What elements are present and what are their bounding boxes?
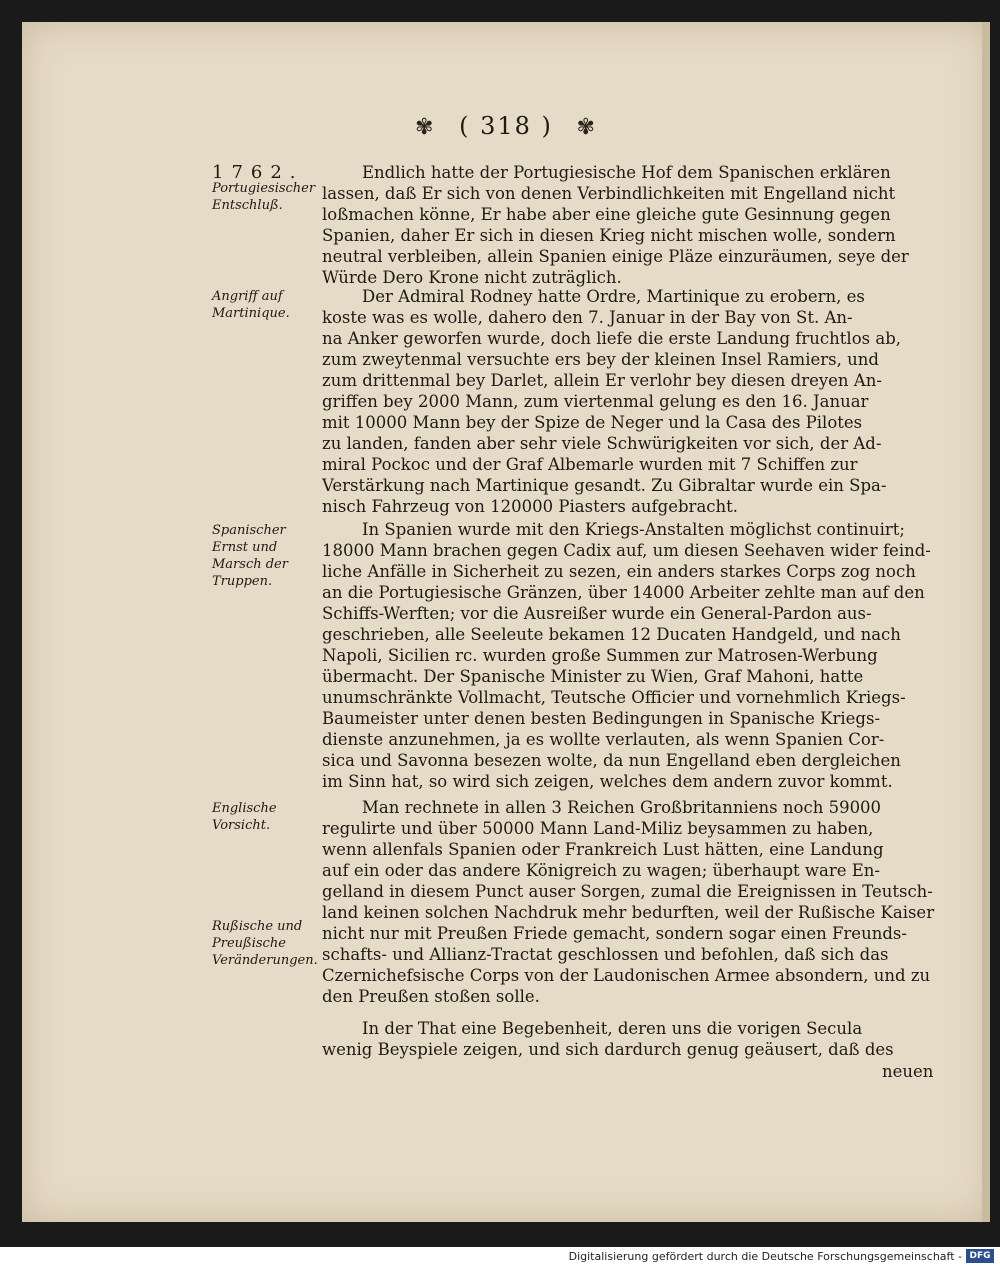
text-line: regulirte und über 50000 Mann Land-Miliz beysammen zu haben,	[322, 819, 874, 838]
text-line: neutral verbleiben, allein Spanien einige Pläze einzuräumen, seye der	[322, 247, 909, 266]
text-line: nicht nur mit Preußen Friede gemacht, sondern sogar einen Freunds-	[322, 924, 907, 943]
text-line: Schiffs-Werften; vor die Ausreißer wurde ein General-Pardon aus-	[322, 604, 872, 623]
paragraph	[322, 519, 952, 792]
footer-bar	[0, 1247, 1000, 1267]
text-line: den Preußen stoßen solle.	[322, 987, 540, 1006]
text-line: geschrieben, alle Seeleute bekamen 12 Ducaten Handgeld, und nach	[322, 625, 901, 644]
text-line: dienste anzunehmen, ja es wollte verlauten, als wenn Spanien Cor-	[322, 730, 885, 749]
margin-note: Englische Vorsicht.	[212, 801, 277, 833]
text-line: zum drittenmal bey Darlet, allein Er verlohr bey diesen dreyen An-	[322, 371, 882, 390]
text-line: In Spanien wurde mit den Kriegs-Anstalten möglichst continuirt;	[362, 520, 905, 539]
paragraph	[322, 797, 952, 1007]
text-line: na Anker geworfen wurde, doch liefe die erste Landung fruchtlos ab,	[322, 329, 901, 348]
text-line: Spanien, daher Er sich in diesen Krieg nicht mischen wolle, sondern	[322, 226, 896, 245]
text-line: im Sinn hat, so wird sich zeigen, welches dem andern zuvor kommt.	[322, 772, 893, 791]
text-line: Man rechnete in allen 3 Reichen Großbritanniens noch 59000	[362, 798, 882, 817]
text-line: zum zweytenmal versuchte ers bey der kleinen Insel Ramiers, und	[322, 350, 879, 369]
text-line: mit 10000 Mann bey der Spize de Neger und la Casa des Pilotes	[322, 413, 863, 432]
text-line: an die Portugiesische Gränzen, über 14000 Arbeiter zehlte man auf den	[322, 583, 925, 602]
text-line: Napoli, Sicilien rc. wurden große Summen zur Matrosen-Werbung	[322, 646, 878, 665]
text-line: wenn allenfals Spanien oder Frankreich Lust hätten, eine Landung	[322, 840, 884, 859]
text-line: unumschränkte Vollmacht, Teutsche Officier und vornehmlich Kriegs-	[322, 688, 906, 707]
page-number: ( 318 )	[459, 112, 553, 140]
text-line: zu landen, fanden aber sehr viele Schwürigkeiten vor sich, der Ad-	[322, 434, 882, 453]
text-line: sica und Savonna besezen wolte, da nun Engelland eben dergleichen	[322, 751, 901, 770]
paragraph	[322, 1018, 952, 1060]
text-line: Würde Dero Krone nicht zuträglich.	[322, 268, 622, 287]
book-page	[22, 22, 990, 1222]
text-line: Endlich hatte der Portugiesische Hof dem Spanischen erklären	[362, 163, 891, 182]
text-line: griffen bey 2000 Mann, zum viertenmal gelung es den 16. Januar	[322, 392, 869, 411]
paragraph	[322, 286, 952, 517]
catchword: neuen	[882, 1062, 934, 1081]
text-line: loßmachen könne, Er habe aber eine gleiche gute Gesinnung gegen	[322, 205, 891, 224]
page-edge	[982, 22, 990, 1222]
text-line: Der Admiral Rodney hatte Ordre, Martinique zu erobern, es	[362, 287, 865, 306]
margin-note: Portugiesischer Entschluß.	[212, 181, 316, 213]
ornament-left-icon: ✾	[415, 115, 436, 140]
text-line: nisch Fahrzeug von 120000 Piasters aufgebracht.	[322, 497, 739, 516]
text-line: In der That eine Begebenheit, deren uns die vorigen Secula	[362, 1019, 863, 1038]
text-line: schafts- und Allianz-Tractat geschlossen und befohlen, daß sich das	[322, 945, 889, 964]
text-line: miral Pockoc und der Graf Albemarle wurden mit 7 Schiffen zur	[322, 455, 858, 474]
margin-note: Spanischer Ernst und Marsch der Truppen.	[212, 523, 288, 589]
year-marker: 1762.	[212, 162, 304, 183]
dfg-logo: DFG	[966, 1249, 994, 1263]
margin-note: Rußische und Preußische Veränderungen.	[212, 919, 318, 968]
text-line: gelland in diesem Punct auser Sorgen, zumal die Ereignissen in Teutsch-	[322, 882, 933, 901]
text-line: 18000 Mann brachen gegen Cadix auf, um diesen Seehaven wider feind-	[322, 541, 931, 560]
text-line: land keinen solchen Nachdruk mehr bedurften, weil der Rußische Kaiser	[322, 903, 935, 922]
text-line: auf ein oder das andere Königreich zu wagen; überhaupt ware En-	[322, 861, 881, 880]
ornament-right-icon: ✾	[576, 115, 597, 140]
text-line: Baumeister unter denen besten Bedingungen in Spanische Kriegs-	[322, 709, 881, 728]
text-line: wenig Beyspiele zeigen, und sich dardurch genug geäusert, daß des	[322, 1040, 894, 1059]
text-line: Verstärkung nach Martinique gesandt. Zu Gibraltar wurde ein Spa-	[322, 476, 887, 495]
funding-credit: Digitalisierung gefördert durch die Deutsche Forschungsgemeinschaft -	[568, 1250, 962, 1263]
text-line: koste was es wolle, dahero den 7. Januar in der Bay von St. An-	[322, 308, 853, 327]
text-line: liche Anfälle in Sicherheit zu sezen, ein anders starkes Corps zog noch	[322, 562, 916, 581]
text-line: lassen, daß Er sich von denen Verbindlichkeiten mit Engelland nicht	[322, 184, 896, 203]
paragraph	[322, 162, 952, 288]
text-line: übermacht. Der Spanische Minister zu Wien, Graf Mahoni, hatte	[322, 667, 864, 686]
page-header	[22, 112, 990, 140]
margin-note: Angriff auf Martinique.	[212, 289, 290, 321]
text-line: Czernichefsische Corps von der Laudonischen Armee absondern, und zu	[322, 966, 931, 985]
